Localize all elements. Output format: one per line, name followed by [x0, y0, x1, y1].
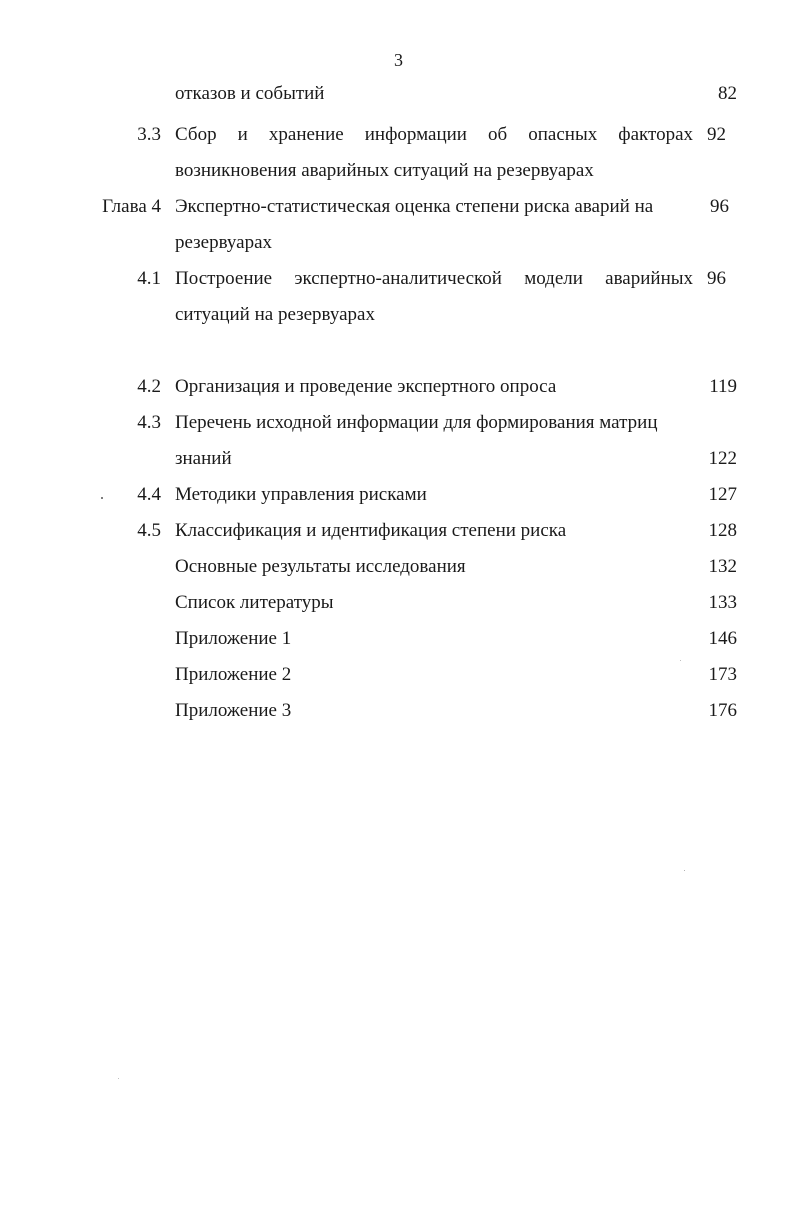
toc-title: Приложение 1 [175, 628, 292, 649]
toc-page: 119 [709, 376, 737, 397]
toc-number: 3.3 [137, 124, 161, 145]
toc-title: Приложение 3 [175, 700, 292, 721]
toc-row [0, 628, 797, 656]
toc-page: 176 [708, 700, 737, 721]
toc-row [0, 520, 797, 548]
toc-title: возникновения аварийных ситуаций на резервуарах [175, 160, 594, 181]
toc-row [0, 448, 797, 476]
toc-title: Методики управления рисками [175, 484, 427, 505]
toc-page: 128 [708, 520, 737, 541]
page-number: 3 [394, 50, 403, 70]
toc-row [0, 556, 797, 584]
toc-title: ситуаций на резервуарах [175, 304, 375, 325]
toc-page: 132 [708, 556, 737, 577]
toc-page: 173 [708, 664, 737, 685]
toc-row [0, 664, 797, 692]
toc-row [0, 124, 797, 152]
toc-title: Организация и проведение экспертного опроса [175, 376, 557, 397]
toc-row [0, 304, 797, 332]
toc-row [0, 376, 797, 404]
toc-page: 122 [708, 448, 737, 469]
toc-title: отказов и событий [175, 83, 325, 104]
toc-page: 82 [718, 83, 737, 104]
toc-row [0, 412, 797, 440]
toc-row [0, 196, 797, 224]
toc-number: 4.2 [137, 376, 161, 397]
toc-number: Глава 4 [102, 196, 161, 217]
toc-title: Сбор и хранение информации об опасных факторах [175, 124, 693, 145]
toc-row [0, 592, 797, 620]
toc-title: Построение экспертно-аналитической модели аварийных [175, 268, 693, 289]
toc-number: 4.4 [137, 484, 161, 505]
toc-title: Классификация и идентификация степени риска [175, 520, 567, 541]
toc-number: 4.1 [137, 268, 161, 289]
toc-row [0, 83, 797, 111]
toc-page: 92 [707, 124, 726, 145]
toc-row [0, 160, 797, 188]
toc-number: 4.5 [137, 520, 161, 541]
toc-title: Приложение 2 [175, 664, 292, 685]
toc-row [0, 484, 797, 512]
toc-page: 127 [708, 484, 737, 505]
toc-page: 146 [708, 628, 737, 649]
scan-speck [101, 497, 103, 499]
toc-row [0, 268, 797, 296]
scan-speck [680, 660, 681, 661]
scan-speck [118, 1078, 119, 1079]
toc-page: 96 [710, 196, 729, 217]
toc-row [0, 232, 797, 260]
toc-title: Экспертно-статистическая оценка степени риска аварий на [175, 196, 654, 217]
toc-title: знаний [175, 448, 232, 469]
toc-row [0, 700, 797, 728]
toc-title: Список литературы [175, 592, 334, 613]
toc-title: Перечень исходной информации для формирования матриц [175, 412, 658, 433]
toc-title: Основные результаты исследования [175, 556, 466, 577]
scan-speck [684, 870, 685, 871]
toc-page: 133 [708, 592, 737, 613]
toc-title: резервуарах [175, 232, 273, 253]
toc-number: 4.3 [137, 412, 161, 433]
toc-page: 96 [707, 268, 726, 289]
